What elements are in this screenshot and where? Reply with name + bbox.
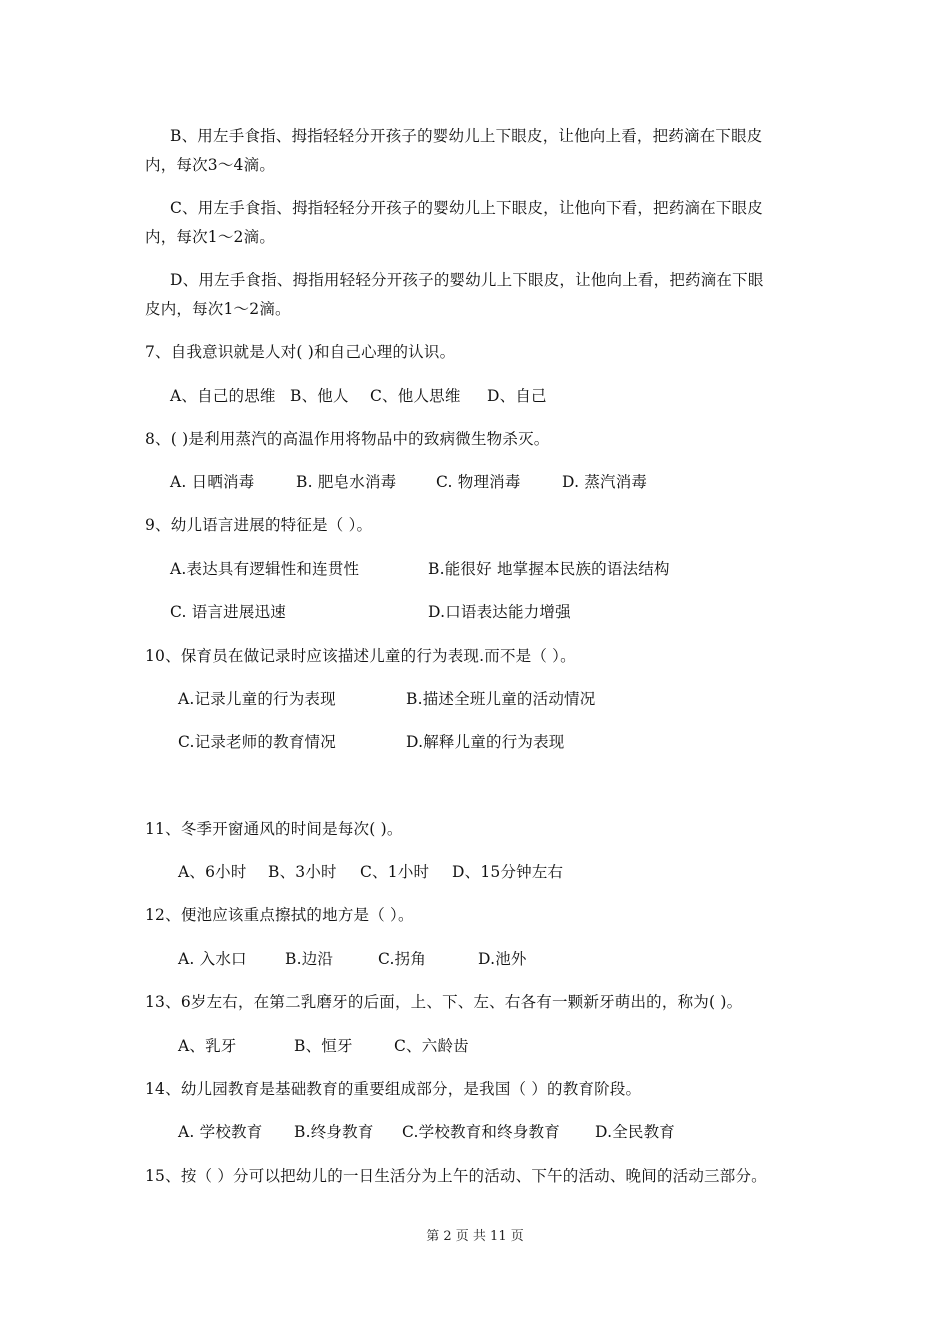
q6-option-d-line2: 皮内，每次1～2滴。 bbox=[145, 300, 291, 318]
q14-option-b: B.终身教育 bbox=[294, 1123, 374, 1141]
q13-option-a: A、乳牙 bbox=[178, 1037, 237, 1055]
q11-option-c: C、1小时 bbox=[360, 863, 430, 881]
q6-option-b-line2: 内，每次3～4滴。 bbox=[145, 156, 276, 174]
q7-option-d: D、自己 bbox=[487, 387, 547, 405]
page-footer: 第 2 页 共 11 页 bbox=[426, 1229, 524, 1244]
q13-question: 13、6岁左右，在第二乳磨牙的后面，上、下、左、右各有一颗新牙萌出的，称为( )。 bbox=[145, 993, 743, 1011]
q10-option-d: D.解释儿童的行为表现 bbox=[406, 733, 565, 751]
q9-question: 9、幼儿语言进展的特征是（ ）。 bbox=[145, 516, 373, 534]
q8-question: 8、( )是利用蒸汽的高温作用将物品中的致病微生物杀灭。 bbox=[145, 430, 550, 448]
q6-option-c-line1: C、用左手食指、拇指轻轻分开孩子的婴幼儿上下眼皮，让他向下看，把药滴在下眼皮 bbox=[170, 199, 763, 217]
q7-option-a: A、自己的思维 bbox=[170, 387, 276, 405]
q14-option-c: C.学校教育和终身教育 bbox=[402, 1123, 560, 1141]
q7-option-b: B、他人 bbox=[290, 387, 349, 405]
q10-option-c: C.记录老师的教育情况 bbox=[178, 733, 336, 751]
q10-question: 10、保育员在做记录时应该描述儿童的行为表现.而不是（ ）。 bbox=[145, 647, 576, 665]
q6-option-b-line1: B、用左手食指、拇指轻轻分开孩子的婴幼儿上下眼皮，让他向上看，把药滴在下眼皮 bbox=[170, 127, 763, 145]
q8-option-d: D. 蒸汽消毒 bbox=[562, 473, 648, 491]
q9-option-d: D.口语表达能力增强 bbox=[428, 603, 571, 621]
q12-option-b: B.边沿 bbox=[285, 950, 334, 968]
q11-option-d: D、15分钟左右 bbox=[452, 863, 564, 881]
q11-option-a: A、6小时 bbox=[178, 863, 247, 881]
q10-option-a: A.记录儿童的行为表现 bbox=[178, 690, 336, 708]
q8-option-a: A. 日晒消毒 bbox=[170, 473, 255, 491]
q11-question: 11、冬季开窗通风的时间是每次( )。 bbox=[145, 820, 403, 838]
q7-option-c: C、他人思维 bbox=[370, 387, 461, 405]
q15-question: 15、按（ ）分可以把幼儿的一日生活分为上午的活动、下午的活动、晚间的活动三部分。 bbox=[145, 1167, 767, 1185]
q6-option-c-line2: 内，每次1～2滴。 bbox=[145, 228, 276, 246]
q13-option-c: C、六龄齿 bbox=[394, 1037, 469, 1055]
q6-option-d-line1: D、用左手食指、拇指用轻轻分开孩子的婴幼儿上下眼皮，让他向上看，把药滴在下眼 bbox=[170, 271, 764, 289]
q7-question: 7、自我意识就是人对( )和自己心理的认识。 bbox=[145, 343, 456, 361]
q12-option-c: C.拐角 bbox=[378, 950, 427, 968]
q14-option-a: A. 学校教育 bbox=[178, 1123, 263, 1141]
q8-option-c: C. 物理消毒 bbox=[436, 473, 521, 491]
q12-question: 12、便池应该重点擦拭的地方是（ ）。 bbox=[145, 906, 414, 924]
q9-option-b: B.能很好 地掌握本民族的语法结构 bbox=[428, 560, 670, 578]
q9-option-c: C. 语言进展迅速 bbox=[170, 603, 286, 621]
q10-option-b: B.描述全班儿童的活动情况 bbox=[406, 690, 596, 708]
q14-question: 14、幼儿园教育是基础教育的重要组成部分，是我国（ ）的教育阶段。 bbox=[145, 1080, 642, 1098]
q12-option-d: D.池外 bbox=[478, 950, 527, 968]
q12-option-a: A. 入水口 bbox=[178, 950, 247, 968]
q11-option-b: B、3小时 bbox=[268, 863, 337, 881]
q9-option-a: A.表达具有逻辑性和连贯性 bbox=[170, 560, 360, 578]
q13-option-b: B、恒牙 bbox=[294, 1037, 353, 1055]
q14-option-d: D.全民教育 bbox=[595, 1123, 676, 1141]
q8-option-b: B. 肥皂水消毒 bbox=[296, 473, 397, 491]
